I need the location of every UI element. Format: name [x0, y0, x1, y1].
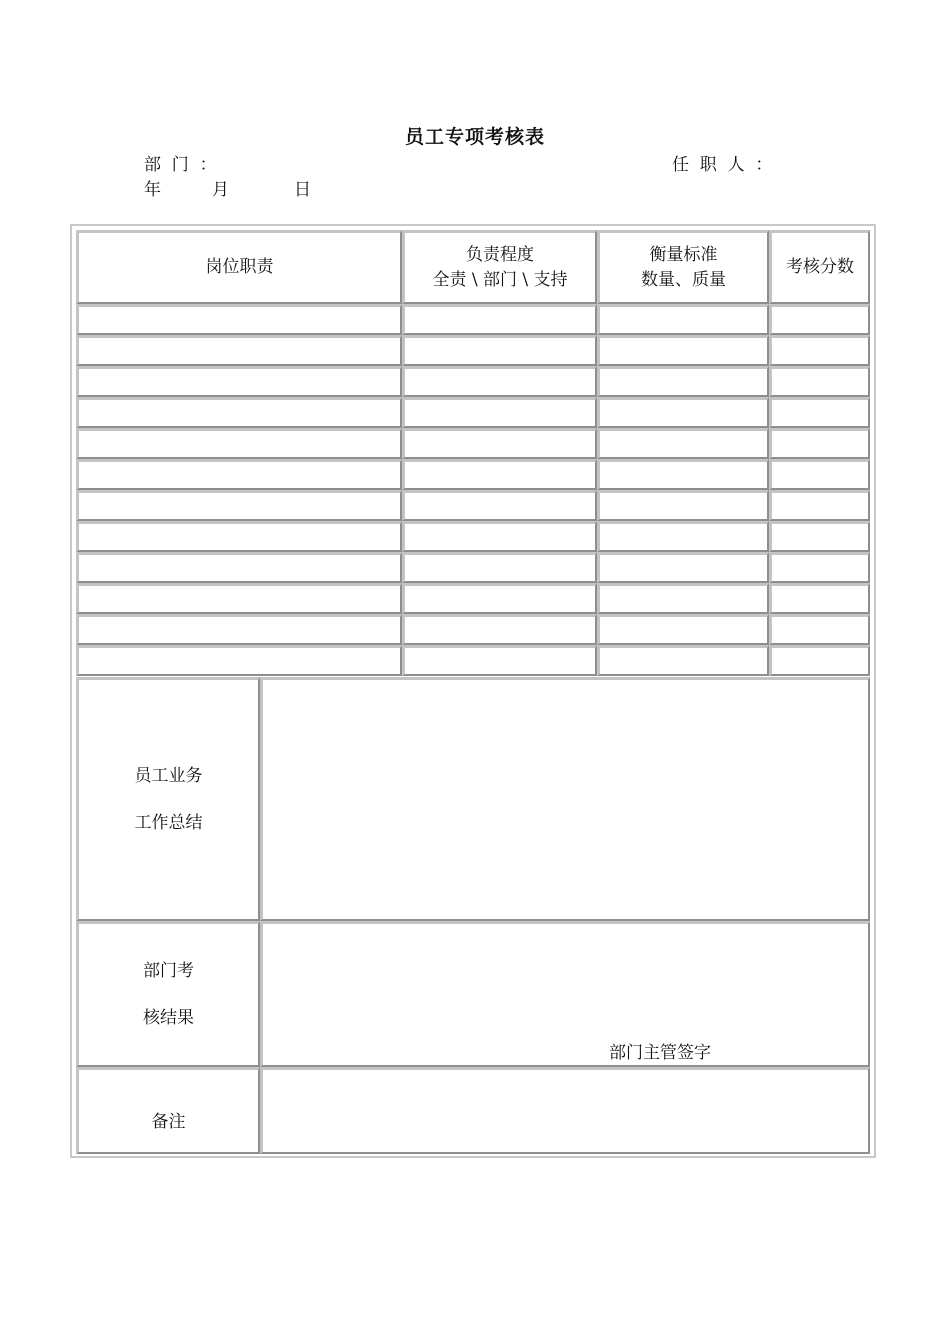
duty-cell[interactable]	[76, 552, 402, 583]
duty-cell[interactable]	[76, 335, 402, 366]
measurement-cell[interactable]	[597, 645, 769, 676]
responsibility-cell[interactable]	[402, 583, 597, 614]
duty-cell[interactable]	[76, 583, 402, 614]
responsibility-cell[interactable]	[402, 614, 597, 645]
header-responsibility	[402, 230, 597, 304]
remarks-label: 备注	[151, 1111, 186, 1132]
duty-cell[interactable]	[76, 490, 402, 521]
score-cell[interactable]	[769, 397, 870, 428]
header-measurement-label: 衡量标准	[649, 244, 718, 265]
score-cell[interactable]	[769, 490, 870, 521]
header-score	[769, 230, 870, 304]
score-cell[interactable]	[769, 428, 870, 459]
measurement-cell[interactable]	[597, 614, 769, 645]
measurement-cell[interactable]	[597, 335, 769, 366]
measurement-cell[interactable]	[597, 366, 769, 397]
remarks-label-cell	[76, 1067, 260, 1154]
score-cell[interactable]	[769, 304, 870, 335]
document-title: 员工专项考核表	[404, 126, 545, 148]
measurement-cell[interactable]	[597, 428, 769, 459]
summary-label-line1: 员工业务	[134, 765, 203, 786]
score-cell[interactable]	[769, 552, 870, 583]
duty-cell[interactable]	[76, 304, 402, 335]
summary-label-cell	[76, 677, 260, 921]
score-cell[interactable]	[769, 459, 870, 490]
duty-cell[interactable]	[76, 428, 402, 459]
score-cell[interactable]	[769, 521, 870, 552]
summary-content-cell[interactable]	[260, 677, 870, 921]
responsibility-cell[interactable]	[402, 335, 597, 366]
responsibility-cell[interactable]	[402, 645, 597, 676]
month-label: 月	[212, 180, 229, 200]
responsibility-cell[interactable]	[402, 552, 597, 583]
year-label: 年	[144, 180, 161, 200]
measurement-cell[interactable]	[597, 459, 769, 490]
score-cell[interactable]	[769, 645, 870, 676]
measurement-cell[interactable]	[597, 552, 769, 583]
supervisor-signature-label: 部门主管签字	[609, 1043, 711, 1063]
measurement-cell[interactable]	[597, 397, 769, 428]
score-cell[interactable]	[769, 583, 870, 614]
duty-cell[interactable]	[76, 521, 402, 552]
remarks-content-cell[interactable]	[260, 1067, 870, 1154]
result-label-line1: 部门考	[143, 960, 194, 981]
header-measurement-detail: 数量、质量	[641, 269, 726, 290]
measurement-cell[interactable]	[597, 521, 769, 552]
header-responsibility-options: 全责 \ 部门 \ 支持	[432, 269, 568, 290]
header-score-label: 考核分数	[786, 257, 854, 277]
duty-cell[interactable]	[76, 366, 402, 397]
responsibility-cell[interactable]	[402, 521, 597, 552]
position-holder-label: 任 职 人 ：	[672, 155, 773, 175]
duty-cell[interactable]	[76, 397, 402, 428]
responsibility-cell[interactable]	[402, 397, 597, 428]
result-content-cell[interactable]	[260, 921, 870, 1067]
department-label: 部 门 ：	[144, 155, 217, 175]
result-label-line2: 核结果	[143, 1007, 194, 1028]
result-label-cell	[76, 921, 260, 1067]
responsibility-cell[interactable]	[402, 490, 597, 521]
header-responsibility-label: 负责程度	[466, 244, 534, 265]
summary-label-line2: 工作总结	[134, 812, 203, 833]
header-duties-label: 岗位职责	[205, 257, 274, 277]
responsibility-cell[interactable]	[402, 428, 597, 459]
assessment-table	[70, 224, 876, 1158]
responsibility-cell[interactable]	[402, 459, 597, 490]
score-cell[interactable]	[769, 366, 870, 397]
header-duties	[76, 230, 402, 304]
duty-cell[interactable]	[76, 645, 402, 676]
header-measurement	[597, 230, 769, 304]
score-cell[interactable]	[769, 335, 870, 366]
day-label: 日	[294, 180, 311, 200]
responsibility-cell[interactable]	[402, 304, 597, 335]
score-cell[interactable]	[769, 614, 870, 645]
responsibility-cell[interactable]	[402, 366, 597, 397]
duty-cell[interactable]	[76, 459, 402, 490]
measurement-cell[interactable]	[597, 304, 769, 335]
measurement-cell[interactable]	[597, 490, 769, 521]
measurement-cell[interactable]	[597, 583, 769, 614]
duty-cell[interactable]	[76, 614, 402, 645]
